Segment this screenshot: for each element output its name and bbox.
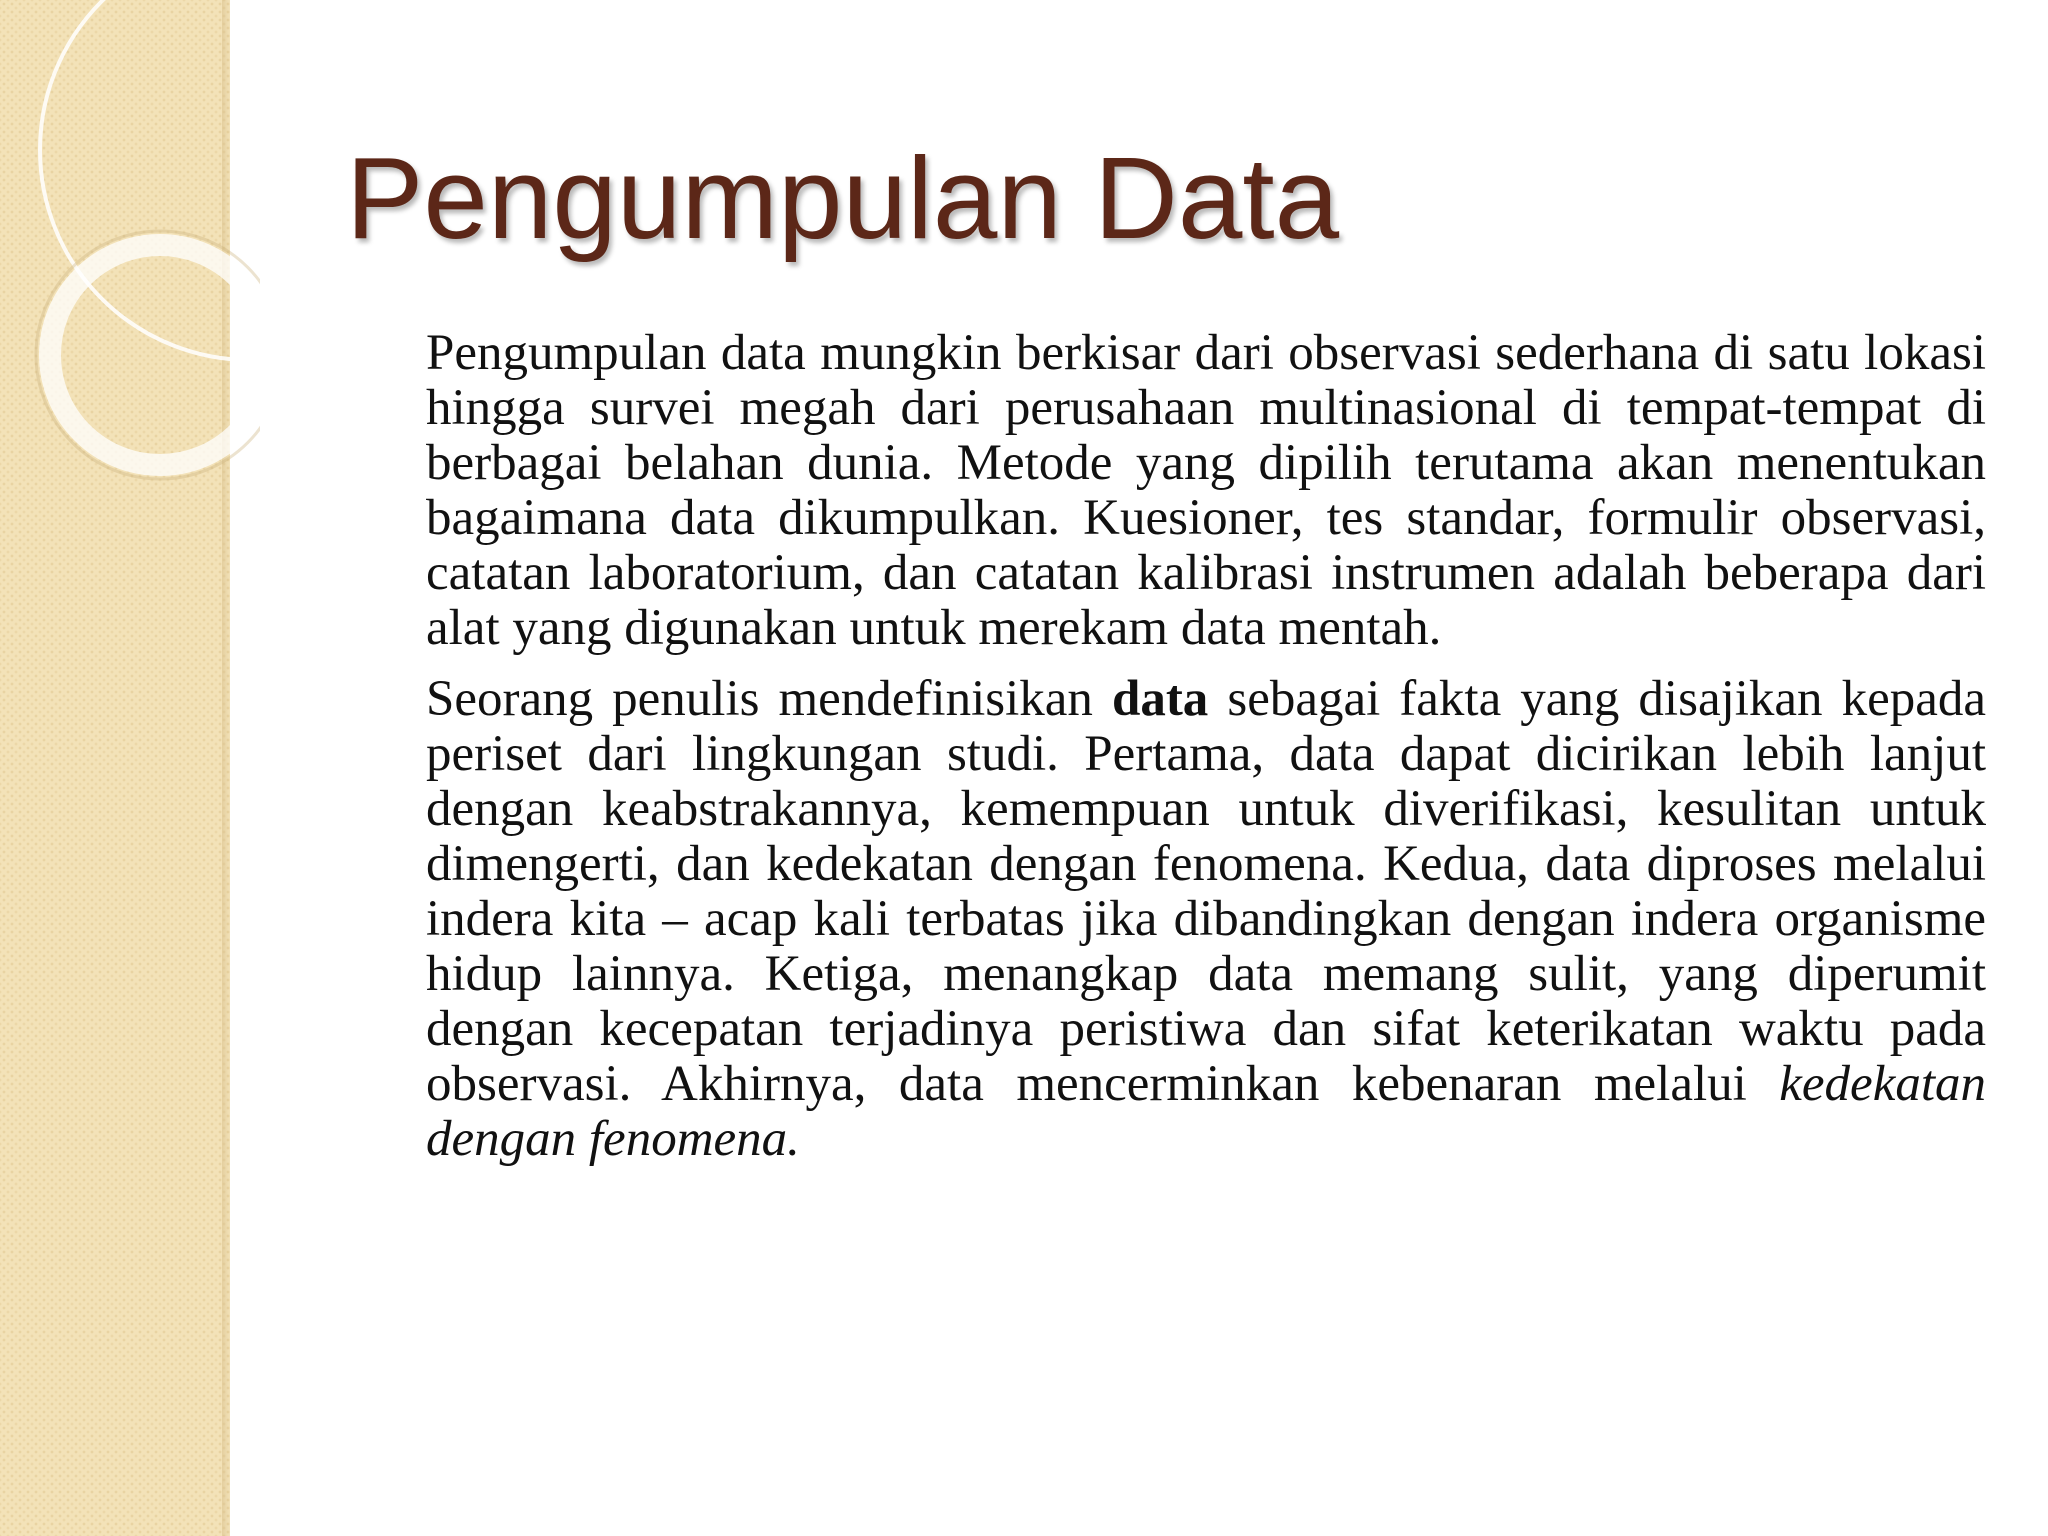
small-ring-decoration bbox=[50, 245, 260, 465]
slide-title: Pengumpulan Data bbox=[346, 133, 1340, 263]
body-paragraph-1: Pengumpulan data mungkin berkisar dari observasi sederhana di satu lokasi hingga survei megah dari perusahaan multinasional di tempat-tempat di berbagai belahan dunia. Metode yang dipilih terutama akan menentukan bagaimana data dikumpulkan. Kuesioner, tes standar, formulir observasi, catatan laboratorium, dan catatan kalibrasi instrumen adalah beberapa dari alat yang digunakan untuk merekam data mentah. bbox=[426, 325, 1986, 656]
slide-body bbox=[426, 326, 1986, 1183]
paragraph-2-intro: Seorang penulis mendefinisikan bbox=[426, 671, 1112, 727]
paragraph-2-body: sebagai fakta yang disajikan kepada periset dari lingkungan studi. Pertama, data dapat dicirikan lebih lanjut dengan keabstrakannya, kemempuan untuk diverifikasi, kesulitan untuk dimengerti, dan kedekatan dengan fenomena. Kedua, data diproses melalui indera kita – acap kali terbatas jika dibandingkan dengan indera organisme hidup lainnya. Ketiga, menangkap data memang sulit, yang diperumit dengan kecepatan terjadinya peristiwa dan sifat keterikatan waktu pada observasi. Akhirnya, data mencerminkan kebenaran melalui bbox=[426, 671, 1986, 1112]
italic-phrase: kedekatan dengan fenomena. bbox=[426, 1056, 1986, 1167]
decorative-rings bbox=[0, 0, 260, 520]
bold-term-data: data bbox=[1111, 671, 1209, 727]
body-paragraph-2 bbox=[426, 672, 1986, 1167]
